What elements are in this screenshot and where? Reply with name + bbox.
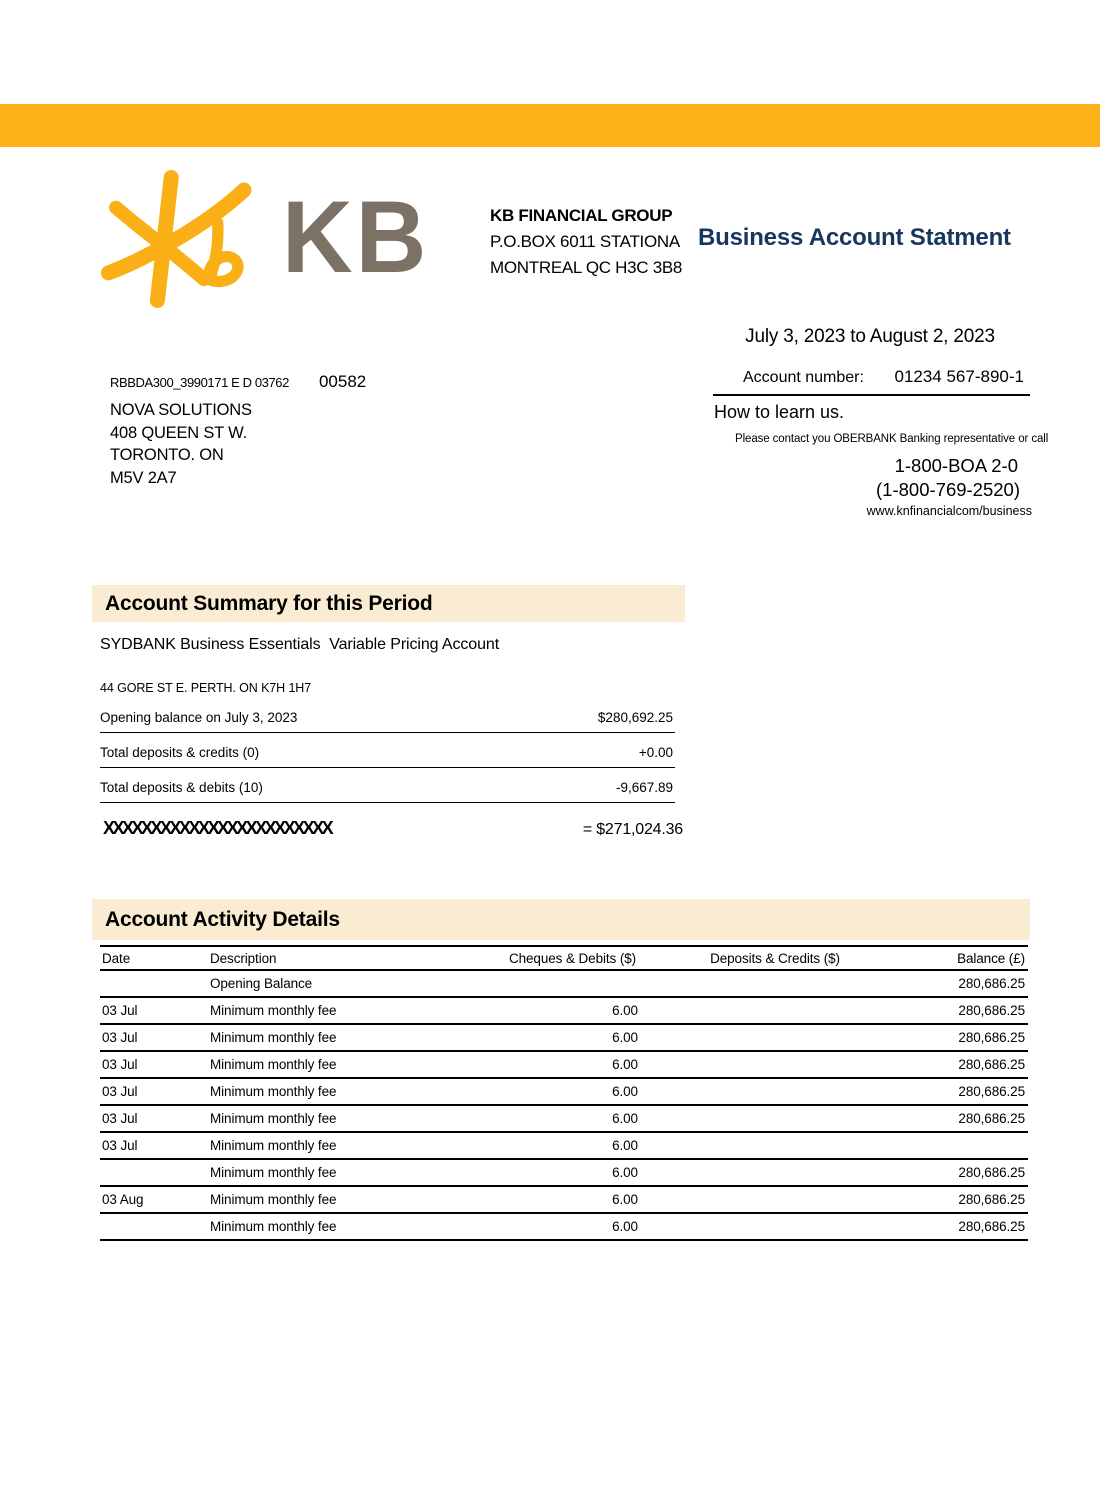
summary-row-value: -9,667.89 — [615, 780, 673, 795]
table-row — [100, 1186, 1028, 1213]
branch-address: 44 GORE ST E. PERTH. ON K7H 1H7 — [100, 681, 312, 695]
cell-balance: 280,686.25 — [920, 1105, 1028, 1132]
cell-description: Minimum monthly fee — [205, 1024, 455, 1051]
cell-credit — [690, 1132, 920, 1159]
column-header-description: Description — [205, 946, 455, 970]
customer-ref-code: RBBDA300_3990171 E D 03762 — [110, 375, 289, 390]
cell-debit: 6.00 — [455, 1132, 690, 1159]
table-row — [100, 1078, 1028, 1105]
customer-ref-number: 00582 — [318, 372, 367, 391]
account-number-label: Account number: — [743, 369, 864, 386]
summary-row-opening — [100, 702, 675, 733]
cell-debit: 6.00 — [455, 1024, 690, 1051]
closing-balance-value: = $271,024.36 — [582, 821, 683, 838]
bank-address-line2: MONTREAL QC H3C 3B8 — [490, 258, 683, 277]
summary-row-value: +0.00 — [638, 745, 673, 760]
summary-section-header — [92, 585, 685, 622]
cell-date — [100, 970, 205, 997]
customer-address-line3: M5V 2A7 — [110, 468, 177, 487]
cell-balance: 280,686.25 — [920, 1159, 1028, 1186]
cell-description: Minimum monthly fee — [205, 1051, 455, 1078]
column-header-date: Date — [100, 946, 205, 970]
cell-debit: 6.00 — [455, 1159, 690, 1186]
cell-credit — [690, 970, 920, 997]
cell-date: 03 Jul — [100, 1105, 205, 1132]
cell-description: Minimum monthly fee — [205, 1186, 455, 1213]
table-row — [100, 1024, 1028, 1051]
table-row — [100, 970, 1028, 997]
customer-address-line1: 408 QUEEN ST W. — [110, 423, 247, 442]
table-row — [100, 1132, 1028, 1159]
summary-row-label: Total deposits & credits (0) — [100, 745, 260, 760]
table-row — [100, 1213, 1028, 1240]
summary-row-credits — [100, 733, 675, 768]
cell-date — [100, 1159, 205, 1186]
cell-balance: 280,686.25 — [920, 1024, 1028, 1051]
contact-phone-full: (1-800-769-2520) — [876, 479, 1020, 500]
account-number-row — [713, 367, 1030, 396]
cell-description: Opening Balance — [205, 970, 455, 997]
cell-description: Minimum monthly fee — [205, 1105, 455, 1132]
kb-logo-text: KB — [282, 180, 430, 294]
bank-address-block — [490, 203, 682, 281]
customer-address-line2: TORONTO. ON — [110, 446, 224, 464]
cell-debit: 6.00 — [455, 1186, 690, 1213]
cell-debit: 6.00 — [455, 997, 690, 1024]
activity-table — [100, 945, 1028, 1241]
document-title: Business Account Statment — [698, 224, 1011, 251]
cell-description: Minimum monthly fee — [205, 1132, 455, 1159]
cell-description: Minimum monthly fee — [205, 1213, 455, 1240]
cell-balance: 280,686.25 — [920, 997, 1028, 1024]
cell-credit — [690, 1213, 920, 1240]
cell-credit — [690, 1024, 920, 1051]
summary-closing-row — [103, 818, 683, 839]
summary-row-label: Opening balance on July 3, 2023 — [100, 710, 298, 725]
kb-star-logo-icon — [95, 170, 265, 308]
statement-period: July 3, 2023 to August 2, 2023 — [745, 326, 995, 347]
bank-name: KB FINANCIAL GROUP — [490, 206, 673, 225]
cell-date: 03 Aug — [100, 1186, 205, 1213]
cell-balance — [920, 1132, 1028, 1159]
customer-name: NOVA SOLUTIONS — [110, 401, 252, 419]
cell-balance: 280,686.25 — [920, 1213, 1028, 1240]
cell-credit — [690, 1078, 920, 1105]
cell-balance: 280,686.25 — [920, 1186, 1028, 1213]
cell-debit: 6.00 — [455, 1078, 690, 1105]
cell-date — [100, 1213, 205, 1240]
table-row — [100, 1159, 1028, 1186]
summary-row-debits — [100, 768, 675, 803]
column-header-balance: Balance (£) — [920, 946, 1028, 970]
summary-row-value: $280,692.25 — [597, 710, 673, 725]
activity-section-header — [92, 899, 1030, 940]
contact-note: Please contact you OBERBANK Banking representative or call — [735, 433, 1049, 445]
cell-debit: 6.00 — [455, 1105, 690, 1132]
cell-credit — [690, 997, 920, 1024]
table-row — [100, 997, 1028, 1024]
cell-credit — [690, 1105, 920, 1132]
cell-date: 03 Jul — [100, 1078, 205, 1105]
table-row — [100, 1051, 1028, 1078]
account-number-value: 01234 567-890-1 — [894, 367, 1024, 386]
cell-description: Minimum monthly fee — [205, 1159, 455, 1186]
customer-ref-row — [110, 372, 366, 392]
cell-debit: 6.00 — [455, 1213, 690, 1240]
summary-row-label: Total deposits & debits (10) — [100, 780, 263, 795]
cell-balance: 280,686.25 — [920, 1078, 1028, 1105]
cell-credit — [690, 1051, 920, 1078]
masked-account-label: XXXXXXXXXXXXXXXXXXXXXXXX — [103, 818, 332, 838]
column-header-debits: Cheques & Debits ($) — [455, 946, 690, 970]
top-accent-bar — [0, 104, 1100, 147]
cell-balance: 280,686.25 — [920, 970, 1028, 997]
contact-website: www.knfinancialcom/business — [866, 504, 1032, 518]
column-header-credits: Deposits & Credits ($) — [690, 946, 920, 970]
cell-date: 03 Jul — [100, 1132, 205, 1159]
contact-phone-short: 1-800-BOA 2-0 — [894, 455, 1018, 476]
cell-credit — [690, 1186, 920, 1213]
summary-section-title: Account Summary for this Period — [105, 591, 433, 615]
cell-date: 03 Jul — [100, 997, 205, 1024]
customer-address-block — [110, 399, 252, 489]
cell-balance: 280,686.25 — [920, 1051, 1028, 1078]
cell-date: 03 Jul — [100, 1051, 205, 1078]
bank-address-line1: P.O.BOX 6011 STATIONA — [490, 232, 680, 251]
cell-credit — [690, 1159, 920, 1186]
activity-header-row — [100, 946, 1028, 970]
cell-description: Minimum monthly fee — [205, 997, 455, 1024]
account-type: SYDBANK Business Essentials Variable Pricing Account — [100, 636, 500, 653]
activity-section-title: Account Activity Details — [105, 907, 340, 931]
summary-rows — [100, 702, 675, 803]
table-row — [100, 1105, 1028, 1132]
cell-debit — [455, 970, 690, 997]
contact-heading: How to learn us. — [714, 402, 845, 422]
cell-description: Minimum monthly fee — [205, 1078, 455, 1105]
cell-date: 03 Jul — [100, 1024, 205, 1051]
cell-debit: 6.00 — [455, 1051, 690, 1078]
